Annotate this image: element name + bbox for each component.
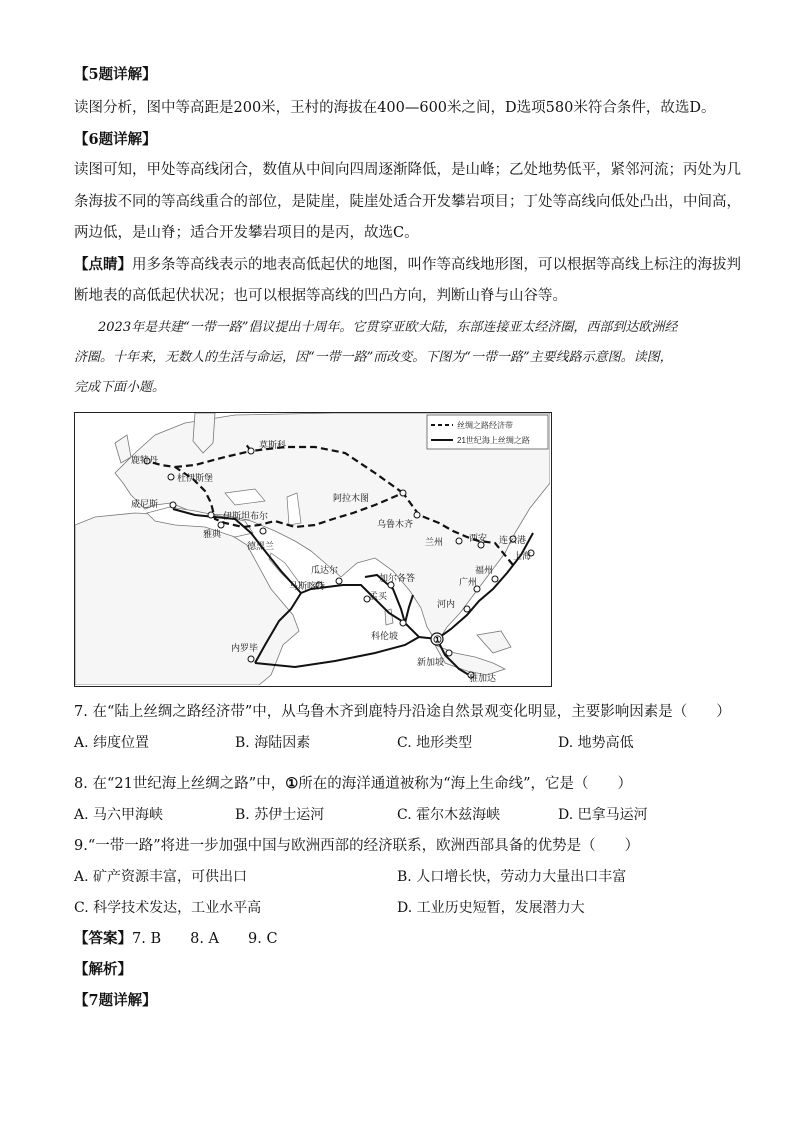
- city-tehran: 德黑兰: [247, 541, 275, 551]
- city-gwadar: 瓜达尔: [311, 565, 339, 575]
- q8-option-b[interactable]: B. 苏伊士运河: [235, 807, 325, 823]
- strait-marker: ①: [433, 635, 442, 646]
- land-shapes: [75, 413, 550, 685]
- tip-line-2: 断地表的高低起伏状况；也可以根据等高线的凹凸方向，判断山脊与山谷等。: [74, 288, 567, 304]
- city-xian: 西安: [469, 533, 488, 543]
- map-legend: [427, 415, 548, 449]
- city-venice: 威尼斯: [131, 499, 159, 509]
- q8-marker: ①: [285, 775, 299, 792]
- city-athens: 雅典: [203, 529, 222, 539]
- city-mumbai: 孟买: [369, 591, 388, 601]
- q5-explanation: 读图分析，图中等高距是200米，王村的海拔在400—600米之间，D选项580米符合条件，故选D。: [74, 100, 716, 116]
- q6-header: 【6题详解】: [74, 131, 157, 148]
- tip-label: 【点睛】: [74, 256, 132, 273]
- q6-explanation-line-1: 读图可知，甲处等高线闭合，数值从中间向四周逐渐降低，是山峰；乙处地势低平，紧邻河流；丙处为几: [74, 162, 741, 178]
- city-jakarta: 雅加达: [469, 673, 497, 683]
- q7-option-c[interactable]: C. 地形类型: [397, 735, 473, 751]
- q5-header: 【5题详解】: [74, 66, 157, 83]
- city-istanbul: 伊斯坦布尔: [223, 511, 269, 521]
- intro-line-1: 2023年是共建“一带一路”倡议提出十周年。它贯穿亚欧大陆，东部连接亚太经济圈，西部到达欧洲经: [98, 320, 678, 335]
- tip-line-1: 【点睛】用多条等高线表示的地表高低起伏的地图，叫作等高线地形图，可以根据等高线上标注的海拔判: [74, 256, 741, 273]
- answer-label: 【答案】: [74, 930, 132, 947]
- legend-sea-label: 21世纪海上丝绸之路: [457, 436, 530, 445]
- q7-option-a[interactable]: A. 纬度位置: [74, 735, 150, 751]
- city-nairobi: 内罗毕: [231, 643, 259, 653]
- q9-option-c[interactable]: C. 科学技术发达，工业水平高: [74, 900, 262, 916]
- intro-line-3: 完成下面小题。: [74, 380, 166, 395]
- q8-option-c[interactable]: C. 霍尔木兹海峡: [397, 807, 501, 823]
- city-colombo: 科伦坡: [371, 631, 399, 641]
- q9-stem: 9.“一带一路”将进一步加强中国与欧洲西部的经济联系，欧洲西部具备的优势是（ ）: [74, 838, 640, 854]
- answer-line: [74, 929, 278, 949]
- city-lianyungang: 连云港: [499, 535, 527, 545]
- city-shanghai: 上海: [513, 551, 532, 561]
- city-hanoi: 河内: [437, 599, 456, 609]
- analysis-label: 【解析】: [74, 961, 132, 978]
- city-lanzhou: 兰州: [425, 537, 444, 547]
- answer-text: 7. B 8. A 9. C: [132, 931, 278, 947]
- q8-option-a[interactable]: A. 马六甲海峡: [74, 807, 164, 823]
- q8-option-d[interactable]: D. 巴拿马运河: [558, 807, 648, 823]
- q7-option-d[interactable]: D. 地势高低: [558, 735, 634, 751]
- city-guangzhou: 广州: [459, 577, 478, 587]
- q9-option-a[interactable]: A. 矿产资源丰富，可供出口: [74, 869, 248, 885]
- q7-option-b[interactable]: B. 海陆因素: [235, 735, 311, 751]
- q6-explanation-line-2: 条海拔不同的等高线重合的部位，是陡崖，陡崖处适合开发攀岩项目；丁处等高线向低处凸出，中间高，: [74, 194, 741, 210]
- legend-land-label: 丝绸之路经济带: [457, 421, 513, 430]
- q9-option-d[interactable]: D. 工业历史短暂，发展潜力大: [397, 900, 585, 916]
- city-almaty: 阿拉木图: [333, 493, 370, 503]
- q7-detail-header: 【7题详解】: [74, 992, 157, 1009]
- q7-stem: 7. 在“陆上丝绸之路经济带”中，从乌鲁木齐到鹿特丹沿途自然景观变化明显，主要影响因素是（ ）: [74, 704, 731, 720]
- city-rotterdam: 鹿特丹: [131, 455, 159, 465]
- city-fuzhou: 福州: [475, 565, 494, 575]
- city-singapore: 新加坡: [417, 657, 445, 667]
- belt-and-road-map: [74, 412, 552, 687]
- q8-stem: 8. 在“21世纪海上丝绸之路”中，①所在的海洋通道被称为“海上生命线”，它是（ ）: [74, 775, 633, 792]
- q6-explanation-line-3: 两边低，是山脊；适合开发攀岩项目的是丙，故选C。: [74, 225, 419, 241]
- city-kolkata: 加尔各答: [379, 573, 416, 583]
- city-urumqi: 乌鲁木齐: [377, 519, 414, 529]
- intro-line-2: 济圈。十年来，无数人的生活与命运，因“一带一路”而改变。下图为“一带一路”主要线路示意图。读图，: [74, 350, 673, 365]
- city-duisburg: 杜伊斯堡: [177, 473, 214, 483]
- q9-option-b[interactable]: B. 人口增长快，劳动力大量出口丰富: [397, 869, 627, 885]
- city-muscat: 马斯喀特: [289, 581, 326, 591]
- city-moscow: 莫斯科: [259, 440, 287, 450]
